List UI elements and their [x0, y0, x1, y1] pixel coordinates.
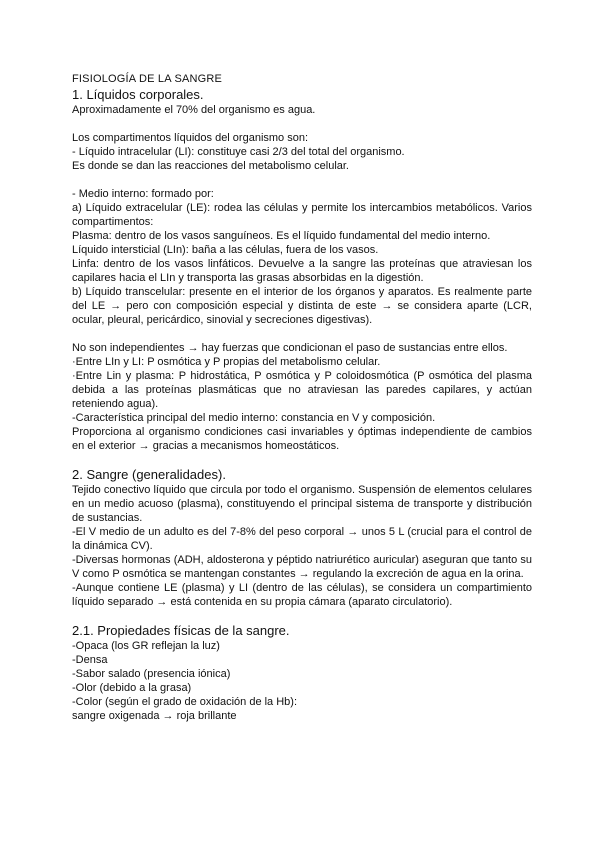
paragraph-line: -Diversas hormonas (ADH, aldosterona y péptido natriurético auricular) aseguran que tanto su V como P osmótica se mantengan constantes → regulando la excreción de agua en la orina. — [72, 554, 532, 580]
paragraph-line: a) Líquido extracelular (LE): rodea las células y permite los intercambios metabólicos. Varios compartimentos: — [72, 202, 532, 228]
paragraph-line: b) Líquido transcelular: presente en el interior de los órganos y aparatos. Es realmente parte del LE → pero con composición especial y distinta de este → se considera aparte (LCR, ocular, pleural, pericárdico, sinovial y secreciones digestivas). — [72, 286, 532, 326]
paragraph-line: ·Entre LIn y LI: P osmótica y P propias del metabolismo celular. — [72, 356, 381, 368]
document-body — [72, 72, 532, 723]
list-item: -Olor (debido a la grasa) — [72, 682, 192, 694]
section-heading: 2. Sangre (generalidades). — [72, 467, 226, 482]
blank-line — [72, 117, 532, 131]
paragraph-line: Plasma: dentro de los vasos sanguíneos. Es el líquido fundamental del medio interno. — [72, 230, 491, 242]
list-item: -Densa — [72, 654, 108, 666]
list-item: -Color (según el grado de oxidación de la Hb): — [72, 696, 298, 708]
paragraph-line: Linfa: dentro de los vasos linfáticos. Devuelve a la sangre las proteínas que atraviesan los capilares hacia el LIn y transporta las grasas absorbidas en la digestión. — [72, 258, 532, 284]
paragraph-line: - Líquido intracelular (LI): constituye casi 2/3 del total del organismo. — [72, 146, 405, 158]
paragraph-line: Tejido conectivo líquido que circula por todo el organismo. Suspensión de elementos celulares en un medio acuoso (plasma), constituyendo el principal sistema de transporte y distribución de sustancias. — [72, 484, 532, 524]
blank-line — [72, 609, 532, 623]
section-heading: 1. Líquidos corporales. — [72, 87, 204, 102]
list-item: -Sabor salado (presencia iónica) — [72, 668, 231, 680]
blank-line — [72, 173, 532, 187]
section-heading: 2.1. Propiedades físicas de la sangre. — [72, 623, 290, 638]
paragraph-line: Es donde se dan las reacciones del metabolismo celular. — [72, 160, 349, 172]
paragraph-line: No son independientes → hay fuerzas que condicionan el paso de sustancias entre ellos. — [72, 342, 508, 354]
blank-line — [72, 453, 532, 467]
document-title: FISIOLOGÍA DE LA SANGRE — [72, 73, 223, 85]
paragraph-line: - Medio interno: formado por: — [72, 188, 214, 200]
list-item: sangre oxigenada → roja brillante — [72, 710, 237, 722]
blank-line — [72, 327, 532, 341]
paragraph-line: Aproximadamente el 70% del organismo es agua. — [72, 104, 316, 116]
paragraph-line: Líquido intersticial (LIn): baña a las células, fuera de los vasos. — [72, 244, 379, 256]
paragraph-line: Proporciona al organismo condiciones casi invariables y óptimas independiente de cambios en el exterior → gracias a mecanismos homeostáticos. — [72, 426, 532, 452]
list-item: -Opaca (los GR reflejan la luz) — [72, 640, 220, 652]
paragraph-line: Los compartimentos líquidos del organismo son: — [72, 132, 309, 144]
paragraph-line: -Característica principal del medio interno: constancia en V y composición. — [72, 412, 436, 424]
paragraph-line: -El V medio de un adulto es del 7-8% del peso corporal → unos 5 L (crucial para el control de la dinámica CV). — [72, 526, 532, 552]
paragraph-line: -Aunque contiene LE (plasma) y LI (dentro de las células), se considera un compartimiento líquido separado → está contenida en su propia cámara (aparato circulatorio). — [72, 582, 532, 608]
paragraph-line: ·Entre Lin y plasma: P hidrostática, P osmótica y P coloidosmótica (P osmótica del plasma debida a las proteínas plasmáticas que no atraviesan las paredes capilares, y actúan reteniendo agua). — [72, 370, 532, 410]
